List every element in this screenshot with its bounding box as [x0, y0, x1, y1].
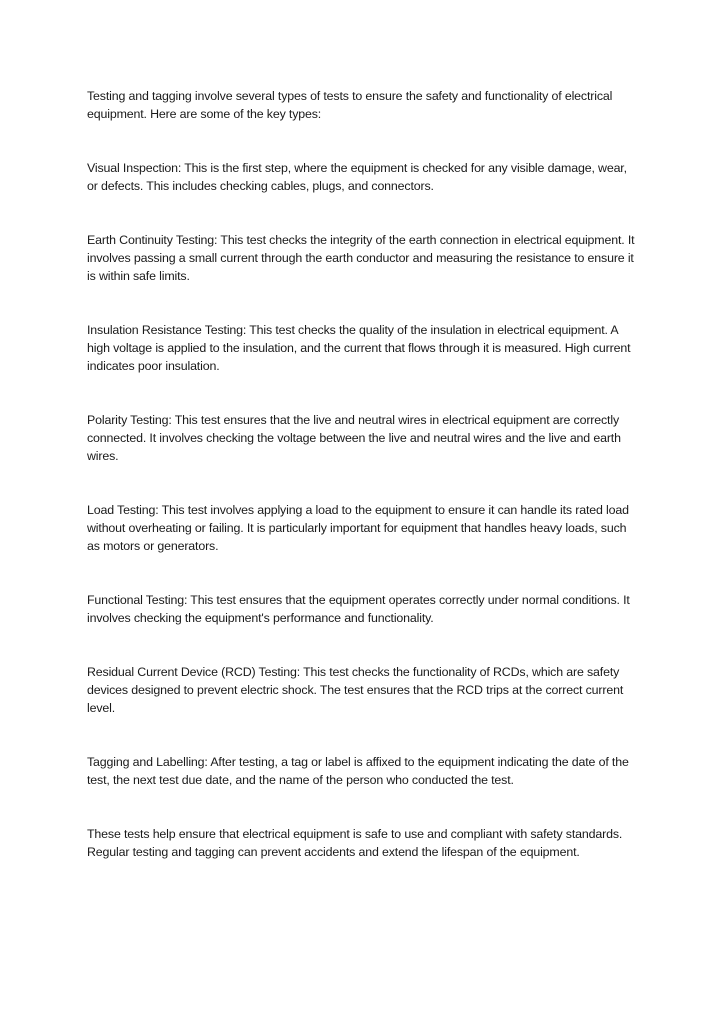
polarity-testing-paragraph: Polarity Testing: This test ensures that the live and neutral wires in electrical equipment are correctly connected. It involves checking the voltage between the live and neutral wires and the live and earth wires. [87, 413, 621, 463]
load-testing-paragraph: Load Testing: This test involves applying a load to the equipment to ensure it can handle its rated load without overheating or failing. It is particularly important for equipment that handles heavy loads, such as motors or generators. [87, 503, 629, 553]
functional-testing-paragraph: Functional Testing: This test ensures that the equipment operates correctly under normal conditions. It involves checking the equipment's performance and functionality. [87, 593, 630, 625]
visual-inspection-paragraph: Visual Inspection: This is the first step, where the equipment is checked for any visible damage, wear, or defects. This includes checking cables, plugs, and connectors. [87, 161, 627, 193]
earth-continuity-paragraph: Earth Continuity Testing: This test checks the integrity of the earth connection in electrical equipment. It involves passing a small current through the earth conductor and measuring the resistance to ensure it is within safe limits. [87, 233, 635, 283]
conclusion-paragraph: These tests help ensure that electrical equipment is safe to use and compliant with safety standards. Regular testing and tagging can prevent accidents and extend the lifespan of the equipment. [87, 827, 623, 859]
intro-paragraph: Testing and tagging involve several types of tests to ensure the safety and functionality of electrical equipment. Here are some of the key types: [87, 89, 613, 121]
insulation-resistance-paragraph: Insulation Resistance Testing: This test checks the quality of the insulation in electrical equipment. A high voltage is applied to the insulation, and the current that flows through it is measured. High current indicates poor insulation. [87, 323, 631, 373]
document-body [87, 87, 635, 897]
rcd-testing-paragraph: Residual Current Device (RCD) Testing: This test checks the functionality of RCDs, which are safety devices designed to prevent electric shock. The test ensures that the RCD trips at the correct current level. [87, 665, 624, 715]
tagging-labelling-paragraph: Tagging and Labelling: After testing, a tag or label is affixed to the equipment indicating the date of the test, the next test due date, and the name of the person who conducted the test. [87, 755, 629, 787]
